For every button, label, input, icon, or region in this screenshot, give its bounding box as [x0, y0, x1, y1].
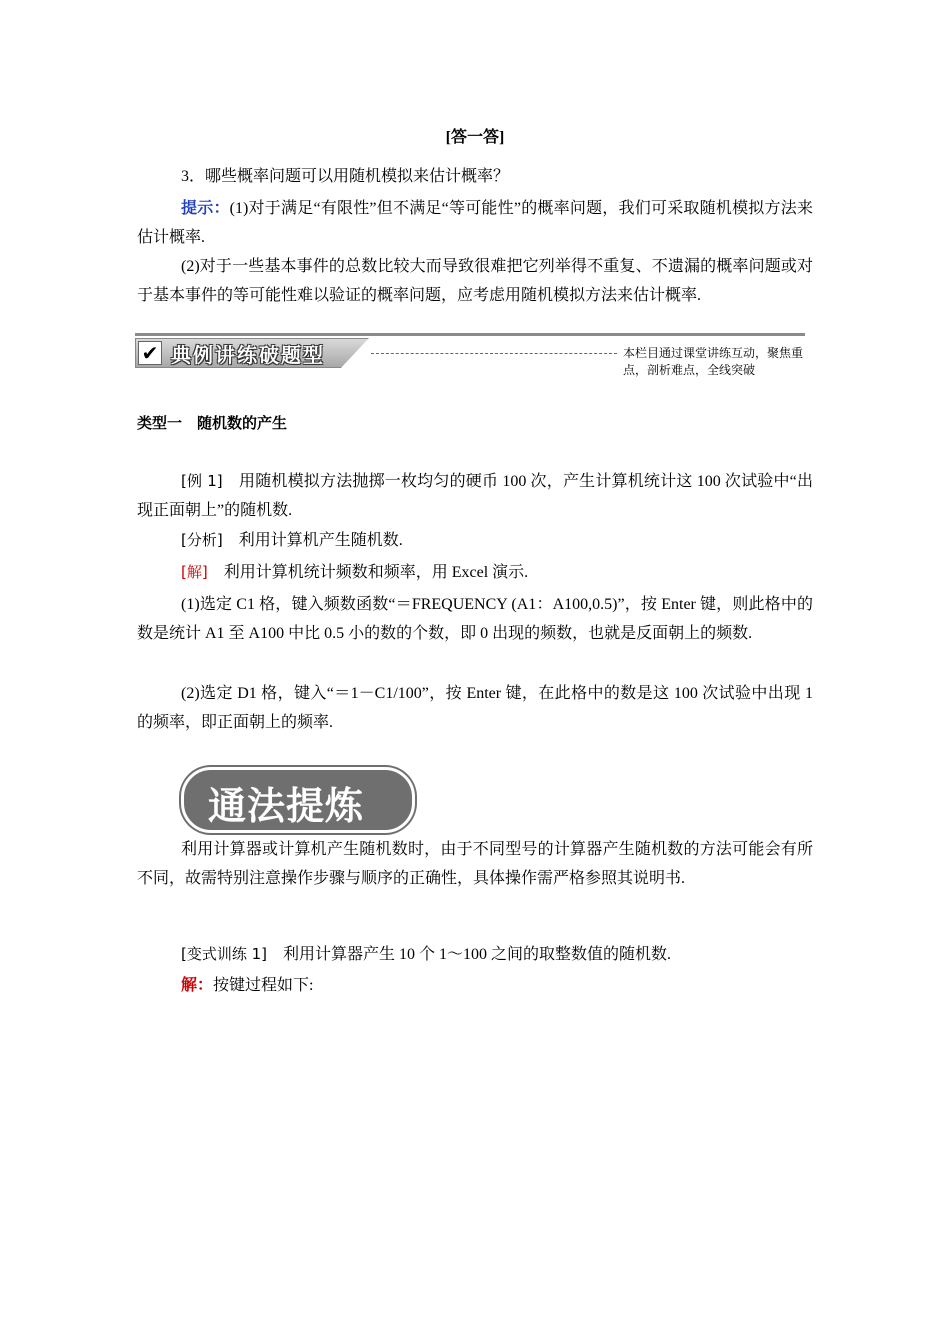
banner-note: 本栏目通过课堂讲练互动，聚焦重点，剖析难点，全线突破 — [623, 346, 804, 377]
example-problem — [137, 467, 813, 525]
banner-dashed-line — [371, 353, 617, 354]
qa-question: 3．哪些概率问题可以用随机模拟来估计概率？ — [181, 168, 510, 185]
solution-step-1: (1)选定 C1 格，键入频数函数“＝FREQUENCY (A1：A100,0.5)”，按 Enter 键，则此格中的数是统计 A1 至 A100 中比 0.5 小的数的个数，即 0 出现的频数，也就是反面朝上的频数. — [137, 596, 813, 642]
hint-1-text: (1)对于满足“有限性”但不满足“等可能性”的概率问题，我们可采取随机模拟方法来估计概率. — [137, 200, 813, 246]
method-text: 利用计算器或计算机产生随机数时，由于不同型号的计算器产生随机数的方法可能会有所不同，故需特别注意操作步骤与顺序的正确性，具体操作需严格参照其说明书. — [137, 841, 813, 887]
example-text: 用随机模拟方法抛掷一枚均匀的硬币 100 次，产生计算机统计这 100 次试验中“出现正面朝上”的随机数. — [137, 473, 813, 519]
solution-text: 利用计算机统计频数和频率，用 Excel 演示. — [223, 564, 529, 581]
example-analysis — [137, 526, 813, 555]
answer-label: 解： — [181, 977, 214, 994]
exercise-label: [变式训练 1] — [181, 945, 268, 963]
hint-label: 提示： — [181, 200, 230, 217]
checkmark-icon: ✔ — [138, 341, 162, 365]
section-heading: 类型一 随机数的产生 — [137, 414, 288, 432]
method-badge — [181, 767, 415, 833]
exercise-answer — [137, 971, 813, 1000]
solution-step-2: (2)选定 D1 格，键入“＝1－C1/100”，按 Enter 键，在此格中的数是这 100 次试验中出现 1 的频率，即正面朝上的频率. — [137, 685, 813, 731]
example-label: [例 1] — [181, 472, 223, 490]
banner-title: 典例讲练破题型 — [171, 343, 325, 367]
solution-label: [解] — [181, 563, 208, 581]
method-title: 通法提炼 — [208, 784, 365, 828]
example-solution — [137, 558, 813, 587]
exercise-text: 利用计算器产生 10 个 1～100 之间的取整数值的随机数. — [283, 946, 672, 963]
qa-heading: [答一答] — [445, 129, 505, 146]
banner-top-rule — [135, 333, 805, 336]
analysis-label: [分析] — [181, 531, 223, 549]
qa-hint-1 — [137, 194, 813, 252]
analysis-text: 利用计算机产生随机数. — [238, 532, 403, 549]
answer-text: 按键过程如下: — [213, 977, 314, 994]
qa-hint-2: (2)对于一些基本事件的总数比较大而导致很难把它列举得不重复、不遗漏的概率问题或对于基本事件的等可能性难以验证的概率问题，应考虑用随机模拟方法来估计概率. — [137, 258, 813, 304]
section-banner — [135, 333, 805, 377]
exercise-problem — [137, 940, 813, 969]
